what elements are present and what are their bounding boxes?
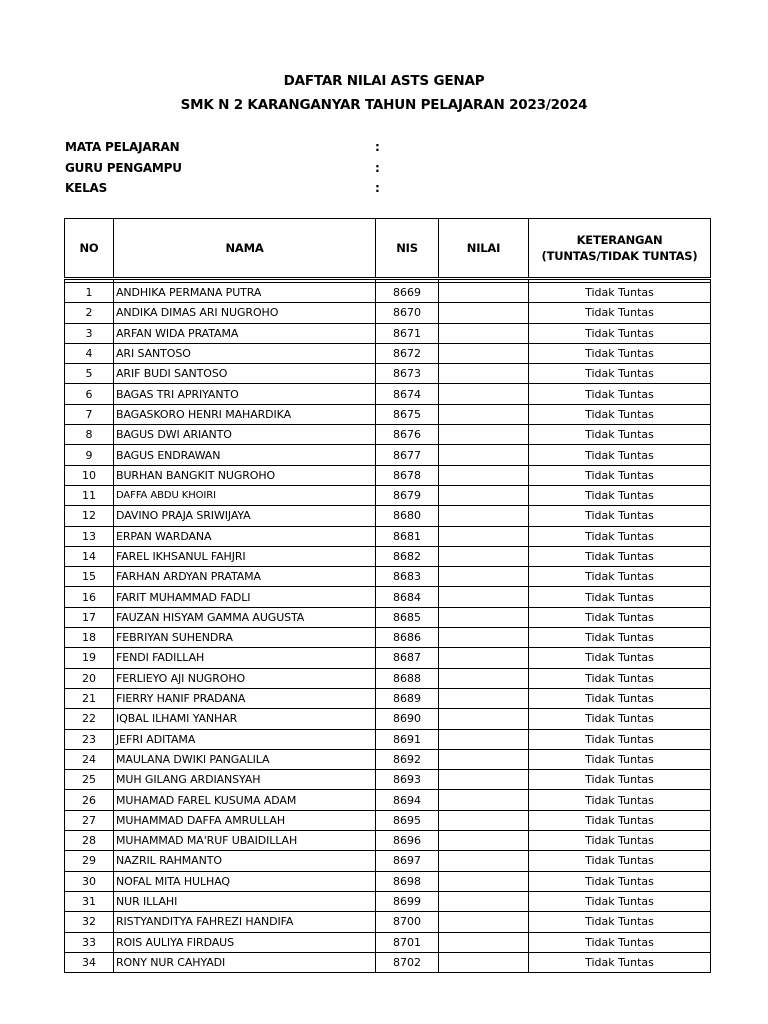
row-nis: 8671 <box>376 323 439 343</box>
row-no: 23 <box>65 729 114 749</box>
mata-pelajaran-colon: : <box>375 140 380 154</box>
row-nama: BAGAS TRI APRIYANTO <box>114 384 376 404</box>
row-nilai <box>439 668 529 688</box>
meta-kelas <box>65 179 380 197</box>
kelas-label: KELAS <box>65 181 108 195</box>
header-no: NO <box>65 219 114 279</box>
row-nilai <box>439 688 529 708</box>
row-nis: 8676 <box>376 425 439 445</box>
table-row <box>65 729 711 749</box>
row-nilai <box>439 607 529 627</box>
row-nis: 8670 <box>376 303 439 323</box>
grades-table <box>64 218 711 973</box>
row-nama: MUH GILANG ARDIANSYAH <box>114 770 376 790</box>
row-nama: BURHAN BANGKIT NUGROHO <box>114 465 376 485</box>
row-no: 15 <box>65 567 114 587</box>
row-nilai <box>439 952 529 972</box>
row-nama: ARFAN WIDA PRATAMA <box>114 323 376 343</box>
row-nama: BAGUS DWI ARIANTO <box>114 425 376 445</box>
row-keterangan: Tidak Tuntas <box>529 932 711 952</box>
row-no: 25 <box>65 770 114 790</box>
row-nilai <box>439 729 529 749</box>
row-nama: DAVINO PRAJA SRIWIJAYA <box>114 506 376 526</box>
row-no: 32 <box>65 912 114 932</box>
header-keterangan-line1: KETERANGAN <box>576 233 663 247</box>
row-no: 14 <box>65 546 114 566</box>
row-nama: RONY NUR CAHYADI <box>114 952 376 972</box>
row-keterangan: Tidak Tuntas <box>529 891 711 911</box>
row-keterangan: Tidak Tuntas <box>529 425 711 445</box>
table-row <box>65 831 711 851</box>
row-nilai <box>439 526 529 546</box>
row-nis: 8679 <box>376 485 439 505</box>
row-nis: 8695 <box>376 810 439 830</box>
row-keterangan: Tidak Tuntas <box>529 343 711 363</box>
row-nilai <box>439 506 529 526</box>
row-nama: MUHAMAD FAREL KUSUMA ADAM <box>114 790 376 810</box>
row-no: 5 <box>65 364 114 384</box>
row-no: 21 <box>65 688 114 708</box>
row-nama: FAREL IKHSANUL FAHJRI <box>114 546 376 566</box>
row-nilai <box>439 384 529 404</box>
row-nis: 8684 <box>376 587 439 607</box>
row-nis: 8694 <box>376 790 439 810</box>
row-nama: JEFRI ADITAMA <box>114 729 376 749</box>
row-nilai <box>439 425 529 445</box>
row-keterangan: Tidak Tuntas <box>529 749 711 769</box>
row-keterangan: Tidak Tuntas <box>529 364 711 384</box>
header-nilai: NILAI <box>439 219 529 279</box>
row-nilai <box>439 831 529 851</box>
table-row <box>65 384 711 404</box>
row-nis: 8678 <box>376 465 439 485</box>
row-nama: NUR ILLAHI <box>114 891 376 911</box>
row-nis: 8673 <box>376 364 439 384</box>
row-nilai <box>439 770 529 790</box>
row-nilai <box>439 465 529 485</box>
document-subtitle: SMK N 2 KARANGANYAR TAHUN PELAJARAN 2023/2024 <box>180 97 588 113</box>
row-no: 11 <box>65 485 114 505</box>
row-nama: MAULANA DWIKI PANGALILA <box>114 749 376 769</box>
meta-guru-pengampu <box>65 159 380 177</box>
table-row <box>65 587 711 607</box>
row-nis: 8688 <box>376 668 439 688</box>
table-row <box>65 770 711 790</box>
table-row <box>65 810 711 830</box>
table-row <box>65 749 711 769</box>
row-nama: ERPAN WARDANA <box>114 526 376 546</box>
table-row <box>65 851 711 871</box>
row-nis: 8697 <box>376 851 439 871</box>
row-keterangan: Tidak Tuntas <box>529 810 711 830</box>
row-keterangan: Tidak Tuntas <box>529 871 711 891</box>
row-nama: DAFFA ABDU KHOIRI <box>114 485 376 505</box>
row-nis: 8672 <box>376 343 439 363</box>
row-no: 28 <box>65 831 114 851</box>
row-keterangan: Tidak Tuntas <box>529 729 711 749</box>
row-keterangan: Tidak Tuntas <box>529 607 711 627</box>
table-row <box>65 891 711 911</box>
row-nama: MUHAMMAD DAFFA AMRULLAH <box>114 810 376 830</box>
row-nama: BAGASKORO HENRI MAHARDIKA <box>114 404 376 424</box>
row-keterangan: Tidak Tuntas <box>529 323 711 343</box>
row-keterangan: Tidak Tuntas <box>529 526 711 546</box>
row-nilai <box>439 546 529 566</box>
row-nama: NOFAL MITA HULHAQ <box>114 871 376 891</box>
row-no: 2 <box>65 303 114 323</box>
row-nama: FARIT MUHAMMAD FADLI <box>114 587 376 607</box>
row-keterangan: Tidak Tuntas <box>529 851 711 871</box>
row-nama: IQBAL ILHAMI YANHAR <box>114 709 376 729</box>
table-row <box>65 567 711 587</box>
table-row <box>65 506 711 526</box>
row-nis: 8669 <box>376 283 439 303</box>
row-no: 31 <box>65 891 114 911</box>
table-row <box>65 445 711 465</box>
row-keterangan: Tidak Tuntas <box>529 384 711 404</box>
row-nis: 8700 <box>376 912 439 932</box>
row-no: 27 <box>65 810 114 830</box>
row-nilai <box>439 628 529 648</box>
row-nilai <box>439 851 529 871</box>
table-row <box>65 790 711 810</box>
table-row <box>65 283 711 303</box>
row-keterangan: Tidak Tuntas <box>529 709 711 729</box>
row-nilai <box>439 364 529 384</box>
header-nama: NAMA <box>114 219 376 279</box>
row-nis: 8698 <box>376 871 439 891</box>
row-nama: ARI SANTOSO <box>114 343 376 363</box>
row-no: 3 <box>65 323 114 343</box>
row-nilai <box>439 343 529 363</box>
row-keterangan: Tidak Tuntas <box>529 648 711 668</box>
row-nis: 8680 <box>376 506 439 526</box>
table-row <box>65 952 711 972</box>
row-no: 1 <box>65 283 114 303</box>
row-nama: FIERRY HANIF PRADANA <box>114 688 376 708</box>
meta-mata-pelajaran <box>65 138 380 156</box>
table-row <box>65 607 711 627</box>
row-no: 18 <box>65 628 114 648</box>
row-keterangan: Tidak Tuntas <box>529 465 711 485</box>
row-nama: FARHAN ARDYAN PRATAMA <box>114 567 376 587</box>
header-nis: NIS <box>376 219 439 279</box>
row-keterangan: Tidak Tuntas <box>529 668 711 688</box>
row-keterangan: Tidak Tuntas <box>529 485 711 505</box>
row-nilai <box>439 810 529 830</box>
table-row <box>65 323 711 343</box>
table-row <box>65 465 711 485</box>
document-title: DAFTAR NILAI ASTS GENAP <box>283 73 485 89</box>
header-keterangan-line2: (TUNTAS/TIDAK TUNTAS) <box>541 249 698 263</box>
row-keterangan: Tidak Tuntas <box>529 912 711 932</box>
row-nama: FEBRIYAN SUHENDRA <box>114 628 376 648</box>
row-keterangan: Tidak Tuntas <box>529 831 711 851</box>
row-nama: BAGUS ENDRAWAN <box>114 445 376 465</box>
row-nama: MUHAMMAD MA'RUF UBAIDILLAH <box>114 831 376 851</box>
table-row <box>65 648 711 668</box>
table-header-row <box>65 219 711 279</box>
table-row <box>65 485 711 505</box>
row-nis: 8693 <box>376 770 439 790</box>
row-nilai <box>439 709 529 729</box>
row-nilai <box>439 404 529 424</box>
row-no: 7 <box>65 404 114 424</box>
row-keterangan: Tidak Tuntas <box>529 688 711 708</box>
row-nis: 8682 <box>376 546 439 566</box>
row-nis: 8675 <box>376 404 439 424</box>
row-no: 13 <box>65 526 114 546</box>
kelas-colon: : <box>375 181 380 195</box>
row-no: 20 <box>65 668 114 688</box>
table-row <box>65 526 711 546</box>
row-nis: 8699 <box>376 891 439 911</box>
row-no: 30 <box>65 871 114 891</box>
row-no: 10 <box>65 465 114 485</box>
row-keterangan: Tidak Tuntas <box>529 546 711 566</box>
table-row <box>65 343 711 363</box>
row-nama: ANDHIKA PERMANA PUTRA <box>114 283 376 303</box>
grades-table-body <box>65 279 711 973</box>
row-nis: 8689 <box>376 688 439 708</box>
row-no: 12 <box>65 506 114 526</box>
row-keterangan: Tidak Tuntas <box>529 445 711 465</box>
header-keterangan <box>529 219 711 279</box>
row-nilai <box>439 445 529 465</box>
table-row <box>65 932 711 952</box>
row-nilai <box>439 648 529 668</box>
table-row <box>65 688 711 708</box>
table-row <box>65 871 711 891</box>
row-nis: 8677 <box>376 445 439 465</box>
row-nis: 8692 <box>376 749 439 769</box>
row-no: 29 <box>65 851 114 871</box>
row-no: 6 <box>65 384 114 404</box>
row-nama: FERLIEYO AJI NUGROHO <box>114 668 376 688</box>
row-nama: NAZRIL RAHMANTO <box>114 851 376 871</box>
row-nilai <box>439 587 529 607</box>
row-nama: FAUZAN HISYAM GAMMA AUGUSTA <box>114 607 376 627</box>
row-nama: RISTYANDITYA FAHREZI HANDIFA <box>114 912 376 932</box>
row-nilai <box>439 283 529 303</box>
table-row <box>65 912 711 932</box>
row-nis: 8681 <box>376 526 439 546</box>
guru-pengampu-colon: : <box>375 161 380 175</box>
table-row <box>65 404 711 424</box>
row-no: 9 <box>65 445 114 465</box>
row-keterangan: Tidak Tuntas <box>529 770 711 790</box>
row-keterangan: Tidak Tuntas <box>529 283 711 303</box>
row-keterangan: Tidak Tuntas <box>529 587 711 607</box>
table-row <box>65 668 711 688</box>
row-no: 22 <box>65 709 114 729</box>
row-nis: 8691 <box>376 729 439 749</box>
row-nilai <box>439 303 529 323</box>
row-no: 26 <box>65 790 114 810</box>
row-no: 17 <box>65 607 114 627</box>
row-nis: 8683 <box>376 567 439 587</box>
mata-pelajaran-label: MATA PELAJARAN <box>65 140 180 154</box>
table-row <box>65 709 711 729</box>
table-row <box>65 425 711 445</box>
row-nilai <box>439 323 529 343</box>
row-nis: 8674 <box>376 384 439 404</box>
row-no: 8 <box>65 425 114 445</box>
row-nama: ANDIKA DIMAS ARI NUGROHO <box>114 303 376 323</box>
row-nilai <box>439 790 529 810</box>
row-no: 4 <box>65 343 114 363</box>
table-row <box>65 364 711 384</box>
row-nilai <box>439 891 529 911</box>
row-keterangan: Tidak Tuntas <box>529 303 711 323</box>
row-keterangan: Tidak Tuntas <box>529 790 711 810</box>
row-nilai <box>439 932 529 952</box>
row-nis: 8686 <box>376 628 439 648</box>
row-nis: 8687 <box>376 648 439 668</box>
row-nis: 8701 <box>376 932 439 952</box>
row-nis: 8696 <box>376 831 439 851</box>
row-nilai <box>439 567 529 587</box>
row-no: 34 <box>65 952 114 972</box>
row-nis: 8690 <box>376 709 439 729</box>
table-row <box>65 628 711 648</box>
row-keterangan: Tidak Tuntas <box>529 628 711 648</box>
row-nama: ARIF BUDI SANTOSO <box>114 364 376 384</box>
row-nilai <box>439 485 529 505</box>
row-nis: 8685 <box>376 607 439 627</box>
row-no: 24 <box>65 749 114 769</box>
row-no: 16 <box>65 587 114 607</box>
guru-pengampu-label: GURU PENGAMPU <box>65 161 182 175</box>
row-nama: ROIS AULIYA FIRDAUS <box>114 932 376 952</box>
row-nilai <box>439 871 529 891</box>
row-keterangan: Tidak Tuntas <box>529 404 711 424</box>
row-keterangan: Tidak Tuntas <box>529 567 711 587</box>
row-nis: 8702 <box>376 952 439 972</box>
table-row <box>65 546 711 566</box>
row-nilai <box>439 912 529 932</box>
row-keterangan: Tidak Tuntas <box>529 952 711 972</box>
row-keterangan: Tidak Tuntas <box>529 506 711 526</box>
row-no: 33 <box>65 932 114 952</box>
table-row <box>65 303 711 323</box>
row-no: 19 <box>65 648 114 668</box>
row-nama: FENDI FADILLAH <box>114 648 376 668</box>
row-nilai <box>439 749 529 769</box>
